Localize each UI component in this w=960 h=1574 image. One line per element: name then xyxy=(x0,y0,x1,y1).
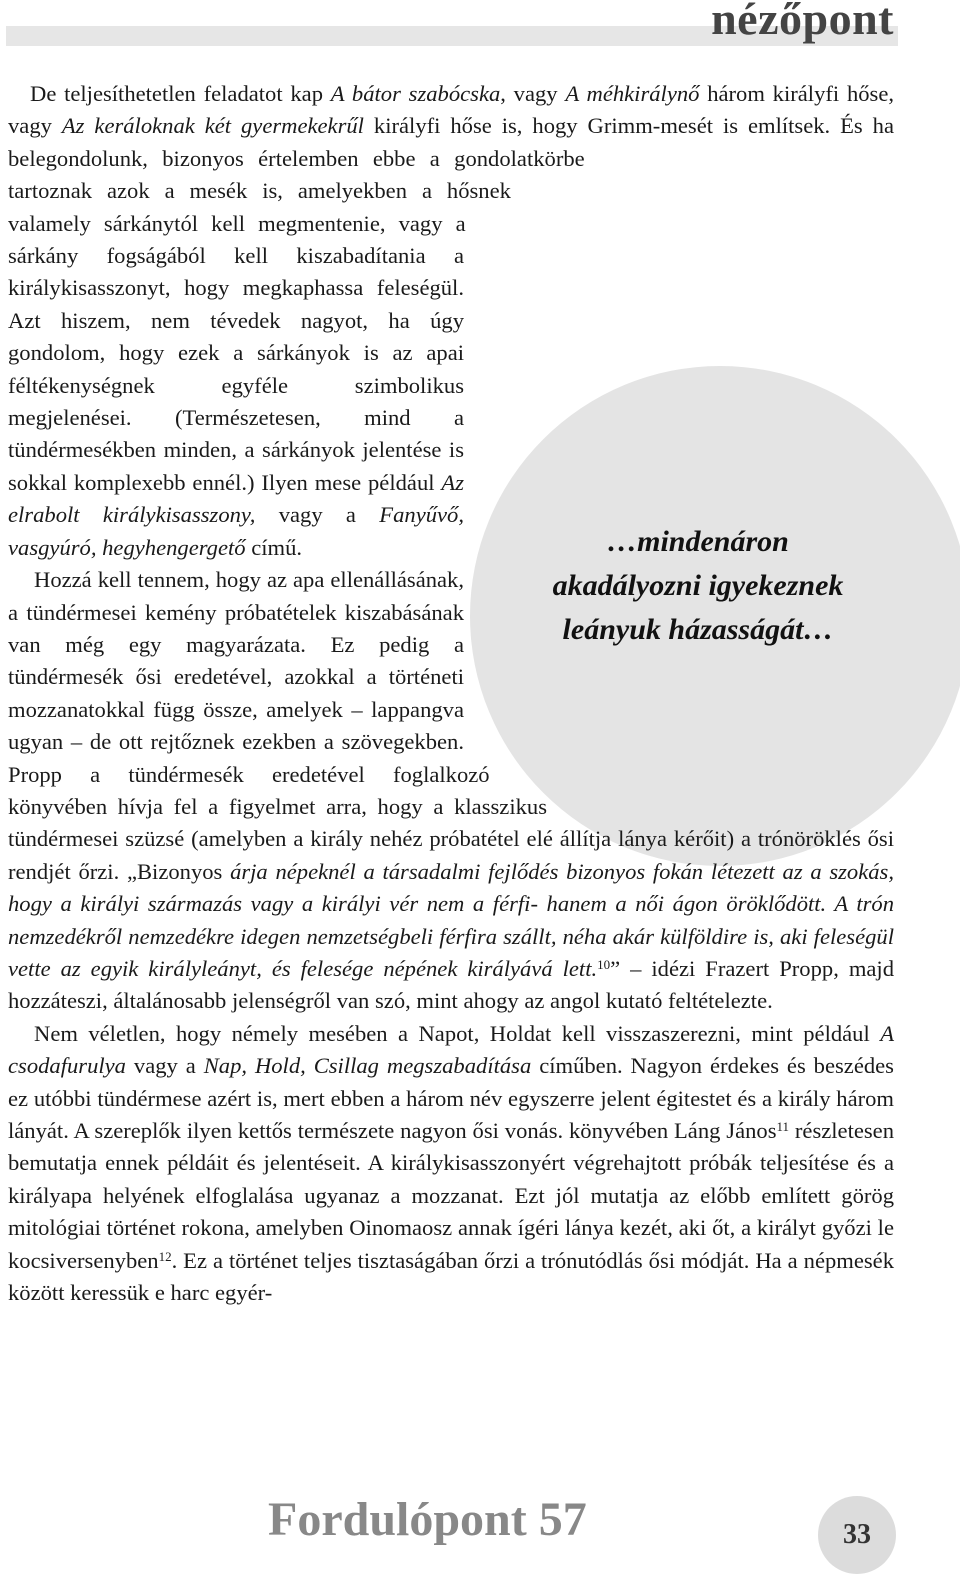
text-segment: Nem véletlen, hogy némely mesében a Napot, Holdat kell visszaszerezni, mint például xyxy=(34,1020,881,1046)
italic-text: A méhkirálynő xyxy=(565,81,700,106)
text-segment: vagy a xyxy=(255,502,380,528)
text-segment: című. xyxy=(245,534,303,560)
italic-text: A bátor szabócska xyxy=(330,81,501,106)
footnote-ref: 12 xyxy=(158,1248,172,1264)
text-segment: ” – idézi Frazert Propp, majd hozzáteszi, általánosabb jelenségről van szó, mint ahogy az angol kutató feltételezte. xyxy=(8,955,894,1014)
italic-text: Nap, Hold, Csillag megszabadítása xyxy=(203,1053,532,1079)
text-segment: címűben. Nagyon érdekes és beszédes ez utóbbi tündérmese azért is, mert ebben a három név egyszerre jelent égitestet és a király három lányát. A szereplők ilyen kettős természete nagyon ősi vonás. könyvében Láng János xyxy=(8,1053,894,1143)
text-segment: . Ez a történet teljes tisztaságában őrzi a trónutódlás ősi módját. Ha a népmesék között keressük e harc egyér- xyxy=(8,1247,894,1306)
text-segment: Hozzá kell tennem, hogy az apa ellenállásának, a tündérmesei kemény próbatételek kiszabásának van még egy magyarázata. Ez pedig a tündérmesék ősi eredetével, azokkal a történeti mozzanatokkal függ össze, amelyek – lappangva ugyan – de ott rejtőznek ezekben a szövegekben. Propp a tündérmesék eredetével foglalkozó könyvében hívja fel a figyelmet arra, hogy a klasszikus tündérmesei szüzsé (amelyben a király nehéz próbatétel elé állítja lánya kérőit) a trónöröklés ősi rendjét őrzi. „Bizonyos xyxy=(8,567,894,884)
footnote-ref: 10 xyxy=(597,956,611,972)
text-segment: , vagy xyxy=(500,81,566,106)
text-segment: részletesen bemutatja ennek példáit és jelentéseit. A királykisasszonyért végrehajtott próbák teljesítése és a királyapa helyének elfoglalása ugyanaz a mozzanat. Ezt jól mutatja az előbb említett görög mitológiai történet rokona, amelyben Oinomaosz annak ígéri lánya kezét, aki őt, a királyt győzi le kocsiversenyben xyxy=(8,1118,894,1273)
text-segment: vagy a xyxy=(125,1053,204,1079)
italic-text: A csodafurulya xyxy=(8,1020,894,1079)
italic-text: árja népeknél a társadalmi fejlődés bizonyos fokán létezett az a szokás, hogy a királyi származás vagy a királyi vér nem a férfi- hanem a női ágon öröklődött. A trón nemzedékről nemzedékre idegen nemzetségbeli férfira szállt, néha akár külföldire is, aki feleségül vette az egyik királyleányt, és felesége népének királyává lett. xyxy=(8,858,894,981)
footnote-ref: 11 xyxy=(776,1119,790,1134)
text-segment: De teljesíthetetlen feladatot kap xyxy=(30,81,331,106)
page-number: 33 xyxy=(818,1496,896,1574)
article-body xyxy=(8,78,894,1309)
italic-text: Az keráloknak két gyermekekrűl xyxy=(61,113,364,139)
journal-title: Fordulópont 57 xyxy=(268,1493,587,1546)
section-title: nézőpont xyxy=(711,0,894,44)
italic-text: Az elrabolt királykisasszony, xyxy=(8,469,464,528)
pullquote: …mindenáron akadályozni igyekeznek leányuk házasságát… xyxy=(552,525,844,646)
paragraph-3 xyxy=(8,1018,894,1310)
text-segment: királyfi hőse is, hogy Grimm-mesét is említsek. És ha belegondolunk, bizonyos értelemben ebbe a gondolatkörbe tartoznak azok a mesék is, amelyekben a hősnek valamely sárkánytól kell megmentenie, vagy a sárkány fogságából kell kiszabadítania a királykisasszonyt, hogy megkaphassa feleségül. Azt hiszem, nem tévedek nagyot, ha úgy gondolom, hogy ezek a sárkányok is az apai féltékenységnek egyféle szimbolikus megjelenései. (Természetesen, mind a tündérmesékben minden, a sárkányok jelentése is sokkal komplexebb ennél.) Ilyen mese például xyxy=(8,113,894,495)
italic-text: Fanyűvő, vasgyúró, hegyhengergető xyxy=(8,502,464,560)
text-segment: három királyfi hőse, vagy xyxy=(8,81,895,139)
